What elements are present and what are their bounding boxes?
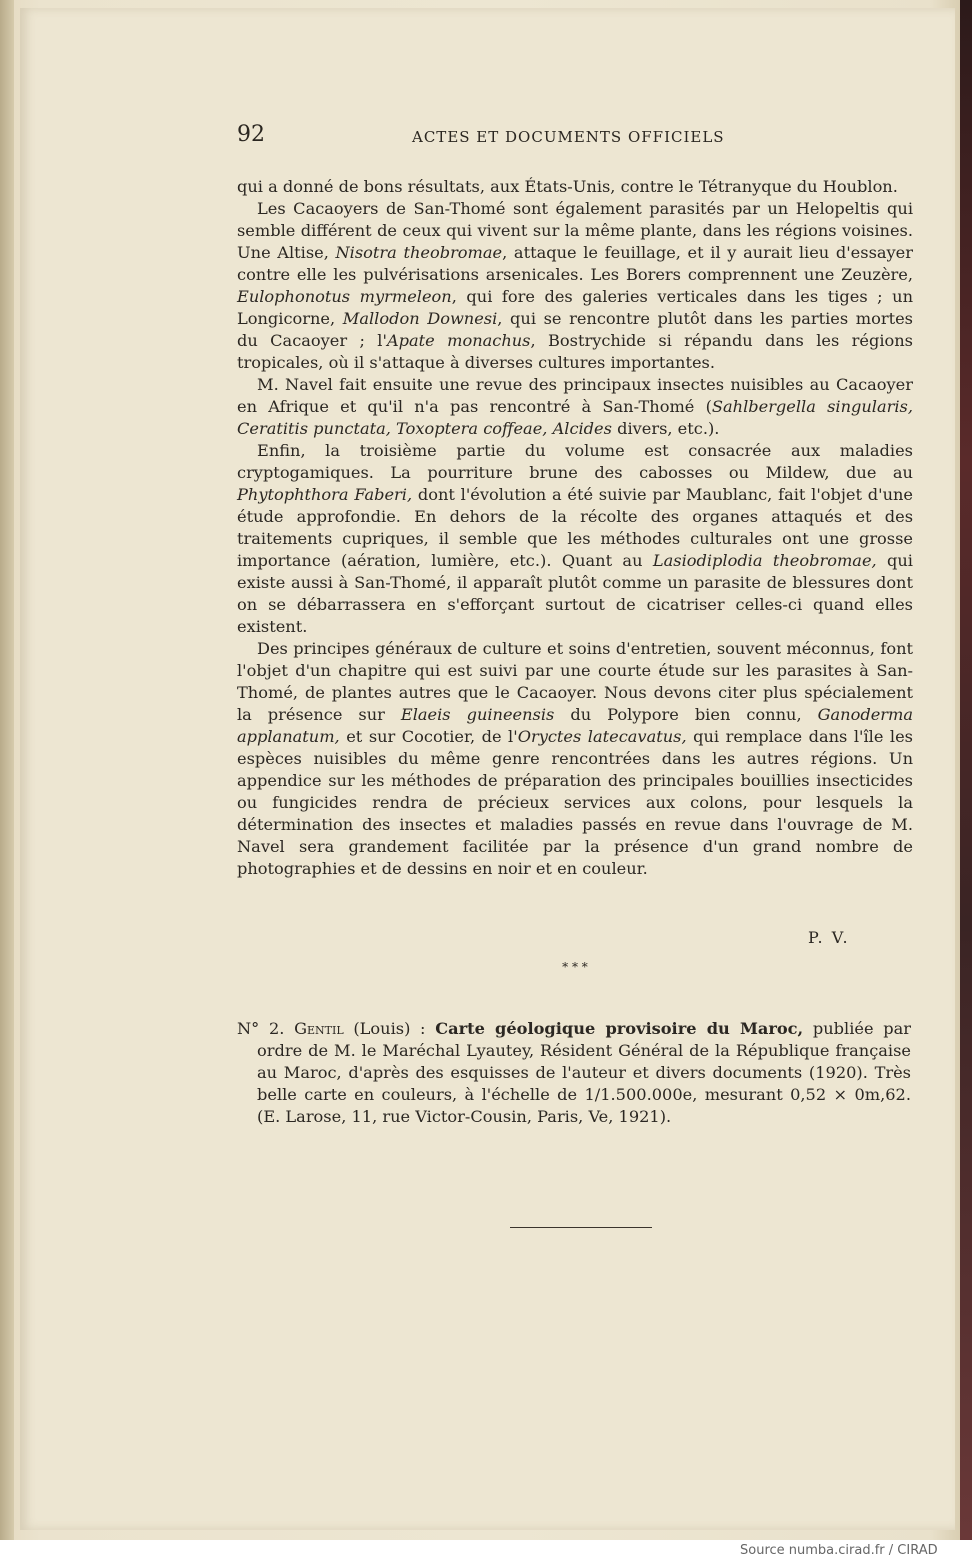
- species-nisotra: Nisotra theobromae: [335, 243, 503, 262]
- end-rule: [510, 1227, 652, 1228]
- entry-details: publiée par ordre de M. le Maréchal Lyautey, Résident Général de la République française au Maroc, d'après des esquisses de l'auteur et divers documents (1920). Très belle carte en couleurs, à l'échelle de 1/1.500.000e, mesurant 0,52 × 0m,62. (E. Larose, 11, rue Victor-Cousin, Paris, Ve, 1921).: [257, 1019, 911, 1126]
- page-number: 92: [237, 122, 265, 147]
- species-mallodon: Mallodon Downesi: [342, 309, 498, 328]
- species-lasiodiplodia: Lasiodiplodia theobromae,: [652, 551, 877, 570]
- book-left-edge: [0, 0, 14, 1540]
- paragraph-3: M. Navel fait ensuite une revue des principaux insectes nuisibles au Cacaoyer en Afrique et qu'il n'a pas rencontré à San-Thomé (Sahlbergella singularis, Ceratitis punctata, Toxoptera coffeae, Alcides divers, etc.).: [237, 375, 913, 438]
- review-text: [237, 176, 913, 880]
- species-phytophthora: Phytophthora Faberi,: [237, 485, 413, 504]
- species-elaeis: Elaeis guineensis: [400, 705, 555, 724]
- entry-author-surname: Gentil: [294, 1019, 344, 1038]
- entry-author-given: (Louis) :: [353, 1019, 426, 1038]
- entry-title: Carte géologique provisoire du Maroc,: [435, 1019, 804, 1038]
- paragraph-4: Enfin, la troisième partie du volume est consacrée aux maladies cryptogamiques. La pourriture brune des cabosses ou Mildew, due au Phytophthora Faberi, dont l'évolution a été suivie par Maublanc, fait l'objet d'une étude approfondie. En dehors de la récolte des organes attaqués et des traitements cupriques, il semble que les méthodes culturales ont une grosse importance (aération, lumière, etc.). Quant au Lasiodiplodia theobromae, qui existe aussi à San-Thomé, il apparaît plutôt comme un parasite de blessures dont on se débarrassera en s'efforçant surtout de cicatriser celles-ci quand elles existent.: [237, 441, 913, 636]
- species-apate: Apate monachus: [386, 331, 531, 350]
- paragraph-1: qui a donné de bons résultats, aux États-Unis, contre le Tétranyque du Houblon.: [237, 177, 898, 196]
- species-eulophonotus: Eulophonotus myrmeleon: [237, 287, 452, 306]
- entry-number: N° 2.: [237, 1019, 285, 1038]
- species-list: Sahlbergella singularis, Ceratitis punctata, Toxoptera coffeae, Alcides: [237, 397, 913, 438]
- species-oryctes: Oryctes latecavatus,: [517, 727, 687, 746]
- asterism-separator: * * *: [562, 960, 588, 974]
- species-ganoderma: Ganoderma applanatum,: [237, 705, 914, 746]
- book-binding-edge: [960, 0, 972, 1540]
- bibliographic-entry: [237, 1018, 911, 1128]
- page-header: [237, 122, 917, 154]
- source-footer: Source numba.cirad.fr / CIRAD: [740, 1543, 938, 1558]
- paragraph-5: Des principes généraux de culture et soins d'entretien, souvent méconnus, font l'objet d'un chapitre qui est suivi par une courte étude sur les parasites à San-Thomé, de plantes autres que le Cacaoyer. Nous devons citer plus spécialement la présence sur Elaeis guineensis du Polypore bien connu, Ganoderma applanatum, et sur Cocotier, de l'Oryctes latecavatus, qui remplace dans l'île les espèces nuisibles du même genre rencontrées dans les autres régions. Un appendice sur les méthodes de préparation des principales bouillies insecticides ou fungicides rendra de précieux services aux colons, pour lesquels la détermination des insectes et maladies passés en revue dans l'ouvrage de M. Navel sera grandement facilitée par la présence d'un grand nombre de photographies et de dessins en noir et en couleur.: [237, 639, 914, 878]
- running-title: ACTES ET DOCUMENTS OFFICIELS: [412, 128, 725, 146]
- review-signature: P. V.: [808, 928, 850, 947]
- paragraph-2: Les Cacaoyers de San-Thomé sont également parasités par un Helopeltis qui semble différent de ceux qui vivent sur la même plante, dans les régions voisines. Une Altise, Nisotra theobromae, attaque le feuillage, et il y aurait lieu d'essayer contre elle les pulvérisations arsenicales. Les Borers comprennent une Zeuzère, Eulophonotus myrmeleon, qui fore des galeries verticales dans les tiges ; un Longicorne, Mallodon Downesi, qui se rencontre plutôt dans les parties mortes du Cacaoyer ; l'Apate monachus, Bostrychide si répandu dans les régions tropicales, où il s'attaque à diverses cultures importantes.: [237, 199, 913, 372]
